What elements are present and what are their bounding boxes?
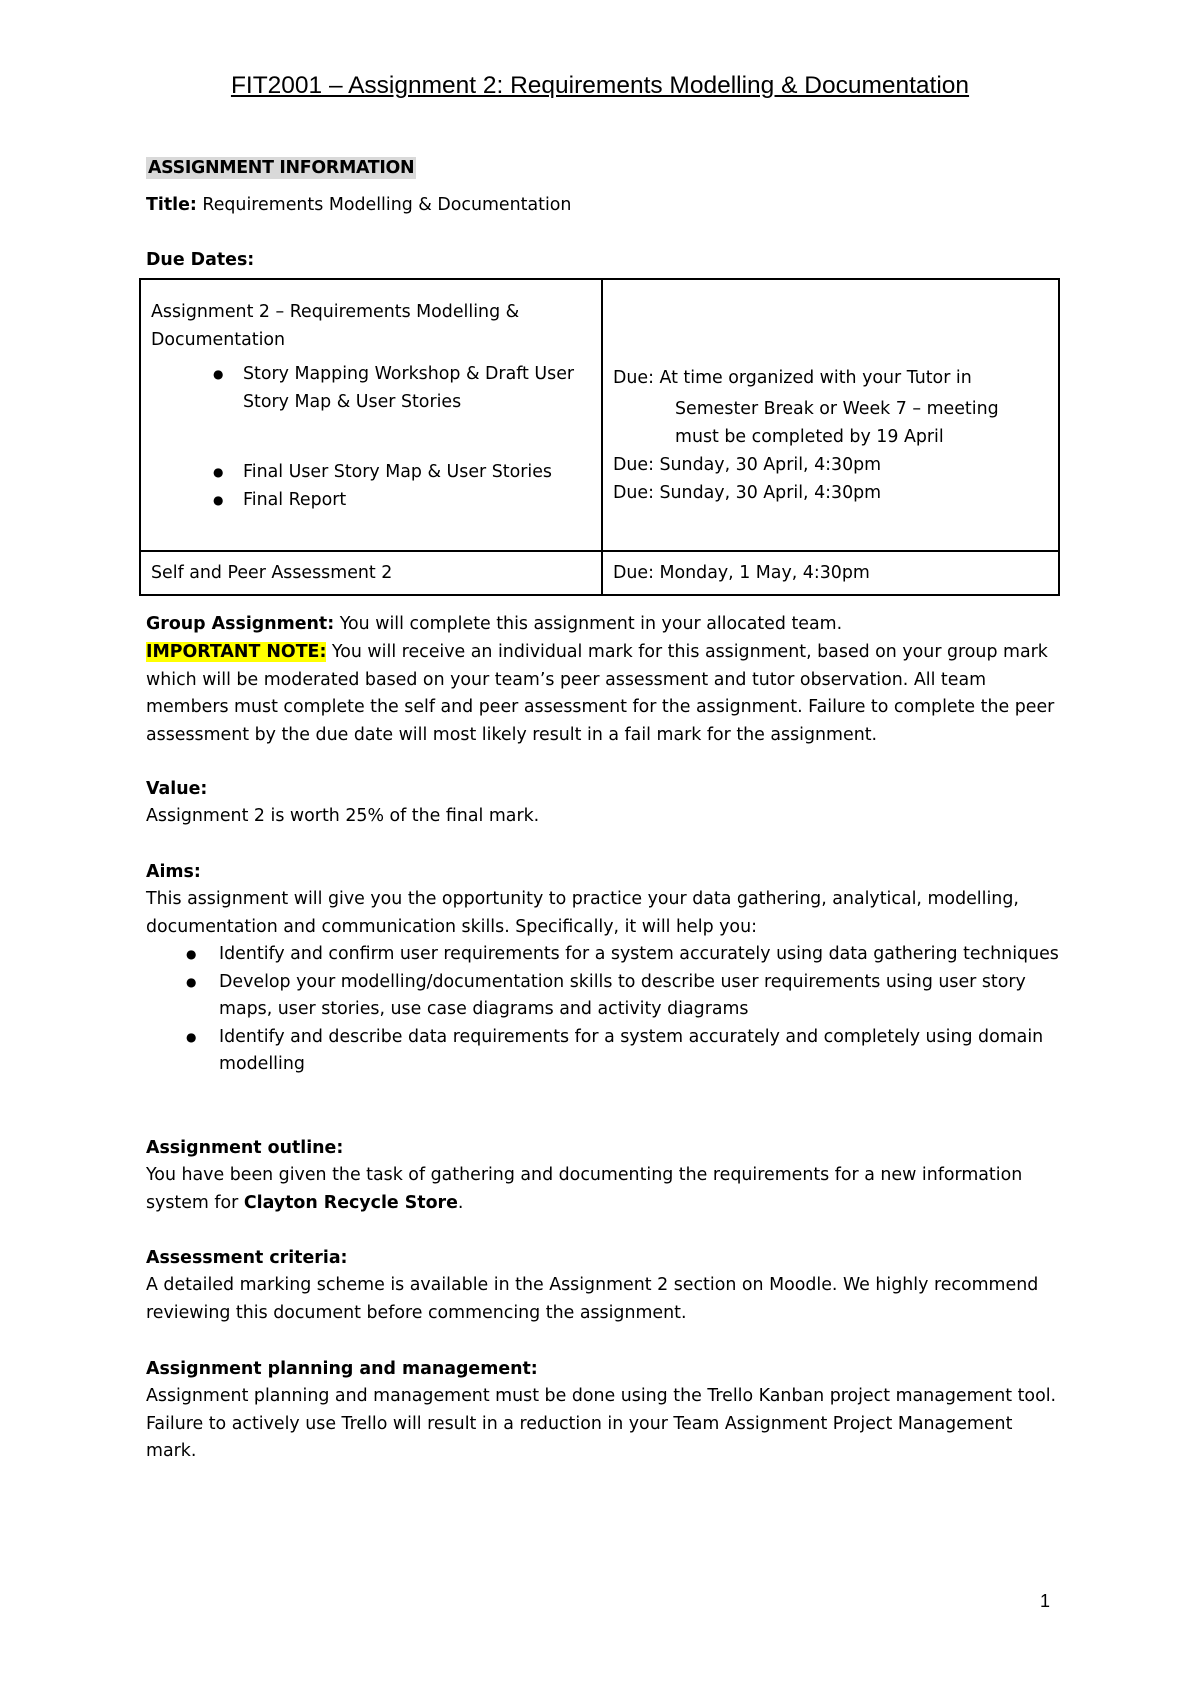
aims-item: ● Develop your modelling/documentation skills to describe user requirements using user story maps, user stories, use case diagrams and activity diagrams [146,969,1066,1024]
task-heading-line1: Assignment 2 – Requirements Modelling & [151,302,520,322]
aims-intro: This assignment will give you the opportunity to practice your data gathering, analytical, modelling, documentation and communication skills. Specifically, it will help you: [146,889,1019,937]
outline-text: You have been given the task of gathering and documenting the requirements for a new information system for [146,1165,1023,1213]
due-row-assignment [140,279,1059,551]
outline-label: Assignment outline: [146,1138,344,1158]
planning-text: Assignment planning and management must be done using the Trello Kanban project management tool. Failure to actively use Trello will result in a reduction in your Team Assignment Project Management mark. [146,1386,1057,1461]
task-item-workshop-line2: Story Map & User Stories [243,392,462,412]
title-value: Requirements Modelling & Documentation [196,195,572,215]
aims-section [146,886,1066,1079]
store-name: Clayton Recycle Store [243,1192,458,1213]
due-date-workshop-line1: Due: At time organized with your Tutor in [613,368,972,388]
due-row-peer-assessment [140,551,1059,595]
group-assignment-label: Group Assignment: [146,614,335,634]
aims-list [146,941,1066,1079]
due-cell-tasks [140,279,602,551]
due-date-list [613,364,1048,507]
section-heading [146,155,1066,183]
title-label: Title: [146,195,197,215]
task-item-final-map: ● Final User Story Map & User Stories [151,458,591,486]
important-note-label: IMPORTANT NOTE: [146,642,327,662]
peer-assessment-label: Self and Peer Assessment 2 [140,551,602,595]
due-date-workshop-line3: must be completed by 19 April [675,427,944,447]
group-assignment-text: You will complete this assignment in your allocated team. [334,614,843,634]
outline-end: . [457,1192,464,1213]
due-date-final-report: Due: Sunday, 30 April, 4:30pm [613,483,882,503]
due-dates-label: Due Dates: [146,250,255,270]
due-dates-table [139,278,1060,596]
task-heading-line2: Documentation [151,330,286,350]
assignment-information-heading: ASSIGNMENT INFORMATION [148,158,415,178]
group-assignment-line [146,611,1066,639]
peer-assessment-due: Due: Monday, 1 May, 4:30pm [602,551,1059,595]
criteria-text: A detailed marking scheme is available in the Assignment 2 section on Moodle. We highly recommend reviewing this document before commencing the assignment. [146,1275,1039,1323]
important-note-paragraph [146,639,1066,749]
important-note-text: You will receive an individual mark for this assignment, based on your group mark which will be moderated based on your team’s peer assessment and tutor observation. All team members must complete the self and peer assessment for the assignment. Failure to complete the peer assessment by the due date will most likely result in a fail mark for the assignment. [146,642,1055,745]
value-text: Assignment 2 is worth 25% of the final mark. [146,806,540,826]
due-cell-dates [602,279,1059,551]
title-line [146,192,1066,220]
task-item-workshop [151,360,591,416]
planning-label: Assignment planning and management: [146,1359,538,1379]
aims-label: Aims: [146,862,201,882]
criteria-label: Assessment criteria: [146,1248,348,1268]
document-title: FIT2001 – Assignment 2: Requirements Modelling & Documentation [230,72,970,99]
outline-paragraph [146,1162,1066,1217]
aims-item: ● Identify and confirm user requirements for a system accurately using data gathering techniques [146,941,1066,969]
due-date-workshop-line2: Semester Break or Week 7 – meeting [675,399,999,419]
due-date-final-map: Due: Sunday, 30 April, 4:30pm [613,455,882,475]
task-item-final-report: ● Final Report [151,486,591,514]
task-list [151,360,591,514]
task-heading [151,298,591,354]
aims-item: ● Identify and describe data requirements for a system accurately and completely using domain modelling [146,1024,1066,1079]
value-label: Value: [146,779,208,799]
task-item-workshop-line1: ● Story Mapping Workshop & Draft User [243,364,575,384]
page-number: 1 [1040,1591,1051,1611]
